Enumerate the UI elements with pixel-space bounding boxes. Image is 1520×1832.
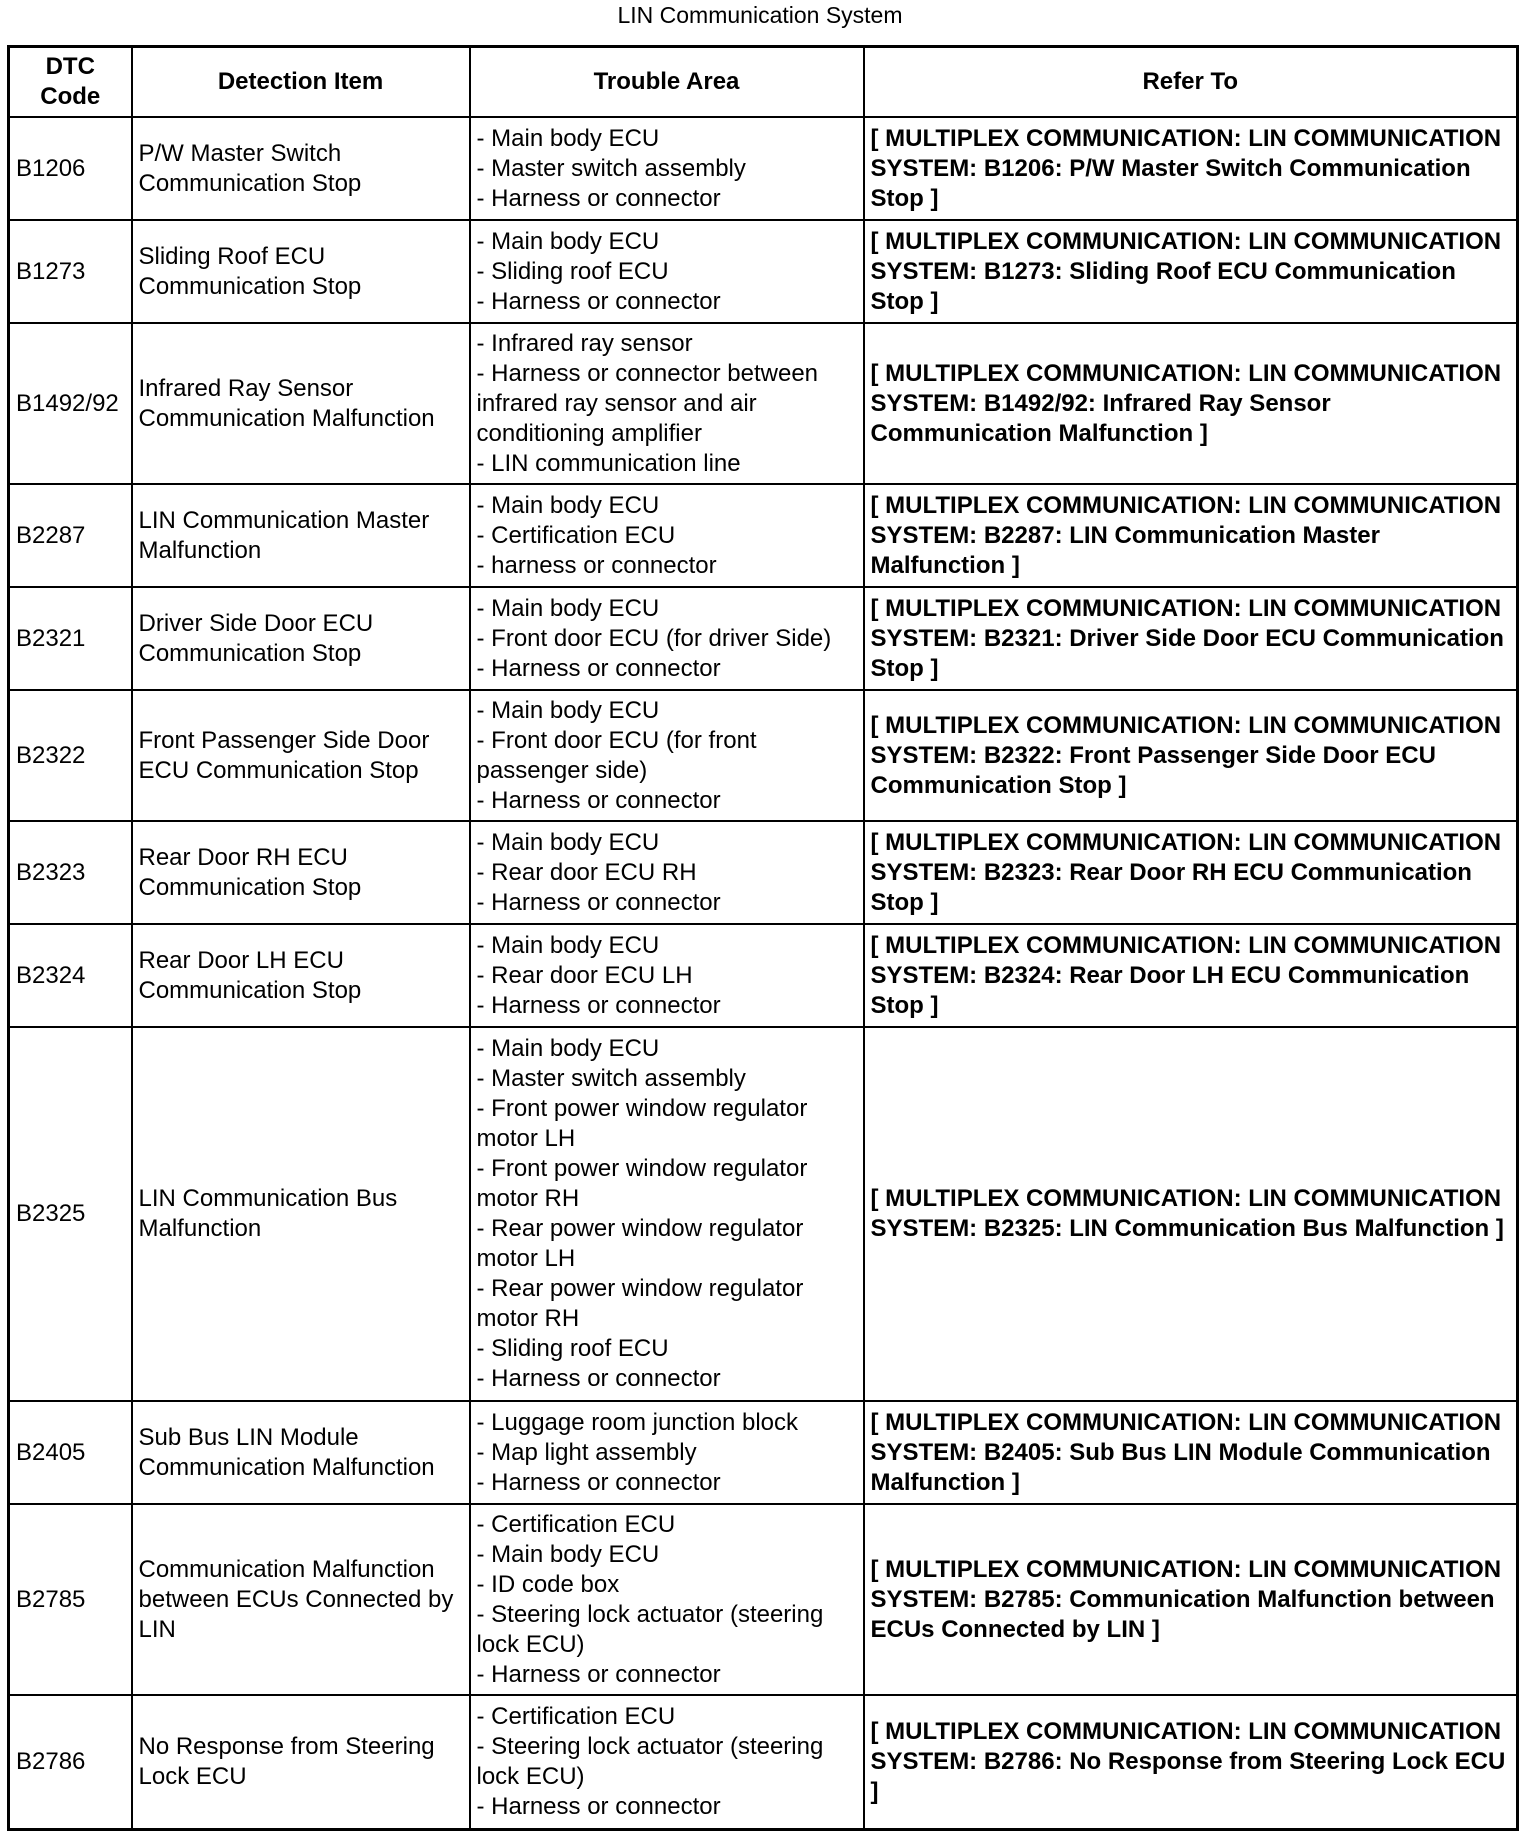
trouble-area-cell bbox=[470, 1504, 864, 1695]
trouble-area-cell bbox=[470, 117, 864, 220]
table-row bbox=[9, 690, 1518, 821]
trouble-area-item: - Harness or connector bbox=[476, 184, 721, 212]
refer-to-link[interactable]: [ MULTIPLEX COMMUNICATION: LIN COMMUNICATION SYSTEM: B2323: Rear Door RH ECU Communication Stop ] bbox=[864, 821, 1518, 924]
trouble-area-item: - Main body ECU bbox=[476, 931, 660, 959]
refer-to-link[interactable]: [ MULTIPLEX COMMUNICATION: LIN COMMUNICATION SYSTEM: B2325: LIN Communication Bus Malfunction ] bbox=[864, 1027, 1518, 1401]
trouble-area-item: - Main body ECU bbox=[476, 594, 660, 622]
dtc-code-cell: B1206 bbox=[9, 117, 132, 220]
refer-to-link[interactable]: [ MULTIPLEX COMMUNICATION: LIN COMMUNICATION SYSTEM: B1492/92: Infrared Ray Sensor Communication Malfunction ] bbox=[864, 323, 1518, 484]
trouble-area-cell bbox=[470, 587, 864, 690]
detection-item-cell: LIN Communication Master Malfunction bbox=[132, 484, 470, 587]
dtc-code-cell: B1273 bbox=[9, 220, 132, 323]
table-row bbox=[9, 821, 1518, 924]
dtc-code-cell: B2325 bbox=[9, 1027, 132, 1401]
table-row bbox=[9, 924, 1518, 1027]
detection-item-cell: Communication Malfunction between ECUs Connected by LIN bbox=[132, 1504, 470, 1695]
refer-to-link[interactable]: [ MULTIPLEX COMMUNICATION: LIN COMMUNICATION SYSTEM: B1206: P/W Master Switch Communication Stop ] bbox=[864, 117, 1518, 220]
dtc-code-cell: B2324 bbox=[9, 924, 132, 1027]
refer-to-link[interactable]: [ MULTIPLEX COMMUNICATION: LIN COMMUNICATION SYSTEM: B2405: Sub Bus LIN Module Communication Malfunction ] bbox=[864, 1401, 1518, 1504]
trouble-area-item: - Harness or connector bbox=[476, 786, 721, 814]
detection-item-cell: No Response from Steering Lock ECU bbox=[132, 1695, 470, 1829]
dtc-code-cell: B2786 bbox=[9, 1695, 132, 1829]
trouble-area-item: - Main body ECU bbox=[476, 1540, 660, 1568]
trouble-area-cell bbox=[470, 924, 864, 1027]
trouble-area-item: - Infrared ray sensor bbox=[476, 329, 693, 357]
trouble-area-item: - Main body ECU bbox=[476, 1035, 660, 1062]
table-body bbox=[9, 117, 1518, 1829]
detection-item-cell: P/W Master Switch Communication Stop bbox=[132, 117, 470, 220]
detection-item-cell: Driver Side Door ECU Communication Stop bbox=[132, 587, 470, 690]
trouble-area-item: - Harness or connector between infrared ray sensor and air conditioning amplifier bbox=[476, 359, 819, 447]
trouble-area-item: - Steering lock actuator (steering lock ECU) bbox=[476, 1600, 824, 1658]
trouble-area-item: - Front power window regulator motor RH bbox=[476, 1155, 808, 1212]
refer-to-link[interactable]: [ MULTIPLEX COMMUNICATION: LIN COMMUNICATION SYSTEM: B2321: Driver Side Door ECU Communication Stop ] bbox=[864, 587, 1518, 690]
header-detection-item: Detection Item bbox=[132, 47, 470, 118]
trouble-area-item: - Main body ECU bbox=[476, 491, 660, 519]
trouble-area-item: - Harness or connector bbox=[476, 888, 721, 916]
trouble-area-item: - Main body ECU bbox=[476, 696, 660, 724]
trouble-area-cell bbox=[470, 690, 864, 821]
header-dtc-code bbox=[9, 47, 132, 118]
detection-item-cell: Sliding Roof ECU Communication Stop bbox=[132, 220, 470, 323]
trouble-area-item: - Main body ECU bbox=[476, 227, 660, 255]
trouble-area-item: - Certification ECU bbox=[476, 1510, 676, 1538]
refer-to-link[interactable]: [ MULTIPLEX COMMUNICATION: LIN COMMUNICATION SYSTEM: B2786: No Response from Steering Lock ECU ] bbox=[864, 1695, 1518, 1829]
table-row bbox=[9, 1695, 1518, 1829]
detection-item-cell: Front Passenger Side Door ECU Communication Stop bbox=[132, 690, 470, 821]
trouble-area-cell bbox=[470, 1027, 864, 1401]
dtc-code-cell: B2287 bbox=[9, 484, 132, 587]
trouble-area-cell bbox=[470, 220, 864, 323]
detection-item-cell: Rear Door RH ECU Communication Stop bbox=[132, 821, 470, 924]
table-caption: LIN Communication System bbox=[617, 2, 903, 28]
trouble-area-item: - harness or connector bbox=[476, 551, 717, 579]
detection-item-cell: Rear Door LH ECU Communication Stop bbox=[132, 924, 470, 1027]
detection-item-cell: Infrared Ray Sensor Communication Malfunction bbox=[132, 323, 470, 484]
dtc-code-cell: B2785 bbox=[9, 1504, 132, 1695]
trouble-area-item: - Sliding roof ECU bbox=[476, 1335, 669, 1362]
trouble-area-item: - Harness or connector bbox=[476, 1792, 721, 1820]
trouble-area-item: - Certification ECU bbox=[476, 521, 676, 549]
trouble-area-item: - Luggage room junction block bbox=[476, 1408, 799, 1436]
table-row bbox=[9, 117, 1518, 220]
header-dtc-code-line-1: DTC bbox=[45, 53, 95, 80]
detection-item-cell: Sub Bus LIN Module Communication Malfunction bbox=[132, 1401, 470, 1504]
dtc-code-cell: B2322 bbox=[9, 690, 132, 821]
trouble-area-cell bbox=[470, 821, 864, 924]
trouble-area-item: - Sliding roof ECU bbox=[476, 257, 669, 285]
header-refer-to: Refer To bbox=[864, 47, 1518, 118]
trouble-area-item: - Rear power window regulator motor RH bbox=[476, 1275, 804, 1332]
trouble-area-item: - Map light assembly bbox=[476, 1438, 697, 1466]
dtc-code-cell: B1492/92 bbox=[9, 323, 132, 484]
table-row bbox=[9, 220, 1518, 323]
trouble-area-item: - Steering lock actuator (steering lock ECU) bbox=[476, 1732, 824, 1790]
table-header-row bbox=[9, 47, 1518, 118]
refer-to-link[interactable]: [ MULTIPLEX COMMUNICATION: LIN COMMUNICATION SYSTEM: B2324: Rear Door LH ECU Communication Stop ] bbox=[864, 924, 1518, 1027]
trouble-area-cell bbox=[470, 1695, 864, 1829]
trouble-area-item: - Certification ECU bbox=[476, 1702, 676, 1730]
refer-to-link[interactable]: [ MULTIPLEX COMMUNICATION: LIN COMMUNICATION SYSTEM: B2287: LIN Communication Master Malfunction ] bbox=[864, 484, 1518, 587]
refer-to-link[interactable]: [ MULTIPLEX COMMUNICATION: LIN COMMUNICATION SYSTEM: B2322: Front Passenger Side Door ECU Communication Stop ] bbox=[864, 690, 1518, 821]
table-row bbox=[9, 1027, 1518, 1401]
refer-to-link[interactable]: [ MULTIPLEX COMMUNICATION: LIN COMMUNICATION SYSTEM: B1273: Sliding Roof ECU Communication Stop ] bbox=[864, 220, 1518, 323]
trouble-area-cell bbox=[470, 323, 864, 484]
dtc-table bbox=[7, 45, 1519, 1831]
trouble-area-cell bbox=[470, 484, 864, 587]
table-row bbox=[9, 1504, 1518, 1695]
dtc-code-cell: B2321 bbox=[9, 587, 132, 690]
trouble-area-item: - Master switch assembly bbox=[476, 154, 746, 182]
trouble-area-item: - Harness or connector bbox=[476, 1660, 721, 1688]
table-row bbox=[9, 484, 1518, 587]
trouble-area-item: - LIN communication line bbox=[476, 449, 741, 477]
trouble-area-item: - Rear door ECU RH bbox=[476, 858, 697, 886]
table-row bbox=[9, 1401, 1518, 1504]
header-dtc-code-line-2: Code bbox=[40, 83, 101, 110]
trouble-area-cell bbox=[470, 1401, 864, 1504]
trouble-area-item: - Main body ECU bbox=[476, 124, 660, 152]
dtc-code-cell: B2323 bbox=[9, 821, 132, 924]
trouble-area-item: - Harness or connector bbox=[476, 287, 721, 315]
trouble-area-item: - Harness or connector bbox=[476, 1365, 721, 1392]
trouble-area-item: - Rear door ECU LH bbox=[476, 961, 693, 989]
refer-to-link[interactable]: [ MULTIPLEX COMMUNICATION: LIN COMMUNICATION SYSTEM: B2785: Communication Malfunction between ECUs Connected by LIN ] bbox=[864, 1504, 1518, 1695]
dtc-code-cell: B2405 bbox=[9, 1401, 132, 1504]
table-row bbox=[9, 323, 1518, 484]
trouble-area-item: - Harness or connector bbox=[476, 991, 721, 1019]
trouble-area-item: - Harness or connector bbox=[476, 1468, 721, 1496]
trouble-area-item: - Front door ECU (for driver Side) bbox=[476, 624, 832, 652]
header-trouble-area: Trouble Area bbox=[470, 47, 864, 118]
trouble-area-item: - Main body ECU bbox=[476, 828, 660, 856]
trouble-area-item: - ID code box bbox=[476, 1570, 620, 1598]
trouble-area-item: - Harness or connector bbox=[476, 654, 721, 682]
trouble-area-item: - Front power window regulator motor LH bbox=[476, 1095, 808, 1152]
trouble-area-item: - Front door ECU (for front passenger side) bbox=[476, 726, 757, 784]
detection-item-cell: LIN Communication Bus Malfunction bbox=[132, 1027, 470, 1401]
trouble-area-item: - Master switch assembly bbox=[476, 1065, 746, 1092]
trouble-area-item: - Rear power window regulator motor LH bbox=[476, 1215, 804, 1272]
table-row bbox=[9, 587, 1518, 690]
